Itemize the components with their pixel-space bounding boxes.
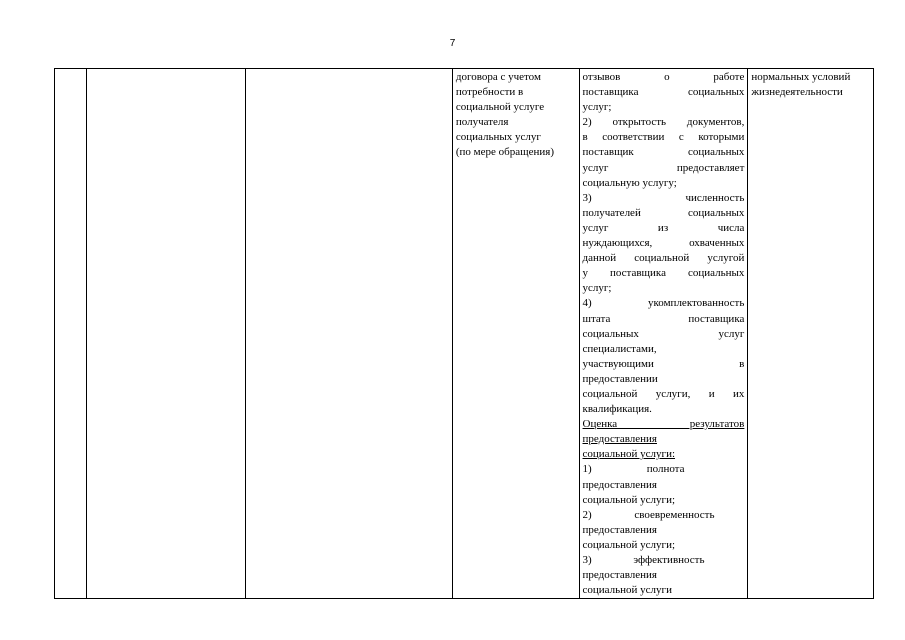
text-line: жизнедеятельности — [751, 86, 843, 99]
text-line: в соответствии с которыми — [582, 131, 745, 144]
text-line: получателя — [455, 116, 509, 129]
page-number: 7 — [449, 38, 456, 49]
text-line: поставщика социальных — [582, 86, 745, 99]
text-line: социальной услуги — [582, 584, 672, 597]
document-table — [54, 68, 874, 599]
text-line: 3) численность — [582, 191, 745, 204]
table-cell-service-terms — [452, 69, 579, 599]
text-line: услуг; — [582, 282, 612, 295]
text-line: 1) полнота — [582, 463, 685, 476]
text-line: данной социальной услугой — [582, 252, 745, 265]
text-line: 2) открытость документов, — [582, 116, 745, 129]
text-line: специалистами, — [582, 342, 657, 355]
text-line: социальной услуги; — [582, 493, 676, 506]
table-row — [55, 69, 874, 599]
text-line: социальной услуги, и их — [582, 387, 745, 400]
text-line: штата поставщика — [582, 312, 745, 325]
text-line: предоставлении — [582, 372, 658, 385]
text-line: социальной услуги; — [582, 538, 676, 551]
text-line: услуг; — [582, 101, 612, 114]
table-cell-number — [55, 69, 87, 599]
text-line: нуждающихся, охваченных — [582, 237, 745, 250]
text-line: 3) эффективность — [582, 554, 705, 566]
text-line: предоставления — [582, 523, 657, 536]
text-line: социальных услуг — [455, 131, 541, 144]
text-line: социальной услуге — [455, 101, 545, 114]
text-line: (по мере обращения) — [455, 146, 554, 159]
text-line: получателей социальных — [582, 206, 745, 219]
text-line: квалификация. — [582, 403, 652, 416]
text-line: предоставления — [582, 478, 657, 491]
text-line: договора с учетом — [455, 71, 541, 83]
text-line: предоставления — [582, 433, 657, 446]
text-line: участвующими в — [582, 357, 745, 370]
table-cell-quality-indicators — [579, 69, 748, 599]
table-cell-conditions — [748, 69, 874, 599]
text-line: потребности в — [455, 86, 524, 99]
text-line: социальных услуг — [582, 327, 745, 340]
text-line: услуг предоставляет — [582, 161, 745, 174]
text-line: у поставщика социальных — [582, 267, 745, 280]
text-line: социальную услугу; — [582, 176, 677, 189]
text-line: 2) своевременность — [582, 508, 715, 521]
text-line: отзывов о работе — [582, 71, 745, 83]
text-line: социальной услуги: — [582, 448, 676, 461]
text-line: 4) укомплектованность — [582, 297, 745, 310]
text-line: услуг из числа — [582, 221, 745, 234]
table-cell-service-name — [86, 69, 245, 599]
text-line: нормальных условий — [751, 71, 851, 83]
text-line: поставщик социальных — [582, 146, 745, 159]
table-cell-service-description — [246, 69, 453, 599]
text-line: Оценка результатов — [582, 418, 745, 431]
text-line: предоставления — [582, 569, 657, 582]
